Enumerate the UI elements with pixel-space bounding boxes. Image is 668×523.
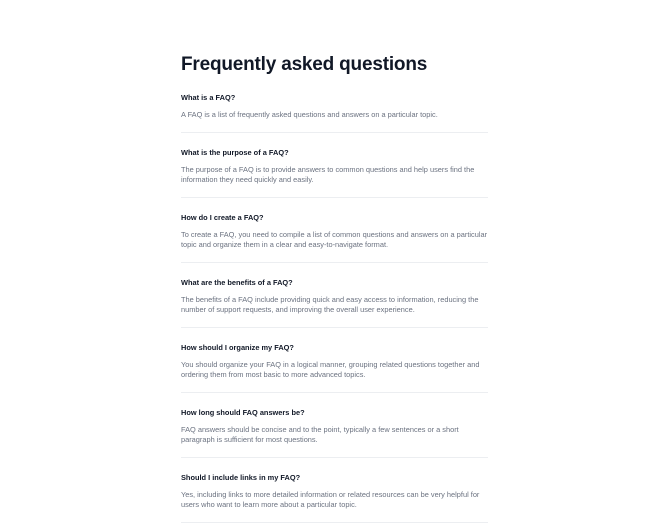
faq-item (181, 278, 488, 328)
page-title: Frequently asked questions (181, 54, 428, 75)
faq-question[interactable]: What is a FAQ? (181, 93, 236, 102)
faq-item (181, 408, 488, 458)
faq-question[interactable]: What are the benefits of a FAQ? (181, 277, 293, 287)
faq-item (181, 473, 488, 523)
faq-answer: A FAQ is a list of frequently asked questions and answers on a particular topic. (181, 110, 438, 119)
faq-question[interactable]: How long should FAQ answers be? (181, 407, 305, 417)
faq-list (181, 93, 488, 523)
faq-question[interactable]: Should I include links in my FAQ? (181, 472, 301, 482)
faq-answer: Yes, including links to more detailed information or related resources can be very helpful for users who want to learn more about a particular topic. (181, 489, 480, 509)
faq-answer: You should organize your FAQ in a logical manner, grouping related questions together and ordering them from most basic to more advanced topics. (181, 359, 480, 379)
faq-answer: The benefits of a FAQ include providing quick and easy access to information, reducing the number of support requests, and improving the overall user experience. (181, 294, 479, 314)
faq-item (181, 213, 488, 263)
faq-item (181, 148, 488, 198)
faq-question[interactable]: What is the purpose of a FAQ? (181, 147, 289, 157)
faq-answer: To create a FAQ, you need to compile a list of common questions and answers on a particular topic and organize them in a clear and easy-to-navigate format. (181, 229, 488, 249)
faq-question[interactable]: How do I create a FAQ? (181, 212, 264, 222)
faq-answer: The purpose of a FAQ is to provide answers to common questions and help users find the information they need quickly and easily. (181, 164, 475, 184)
faq-question[interactable]: How should I organize my FAQ? (181, 342, 294, 352)
faq-item (181, 343, 488, 393)
faq-answer: FAQ answers should be concise and to the point, typically a few sentences or a short paragraph is sufficient for most questions. (181, 424, 459, 444)
faq-item (181, 93, 488, 133)
faq-section (181, 53, 488, 523)
